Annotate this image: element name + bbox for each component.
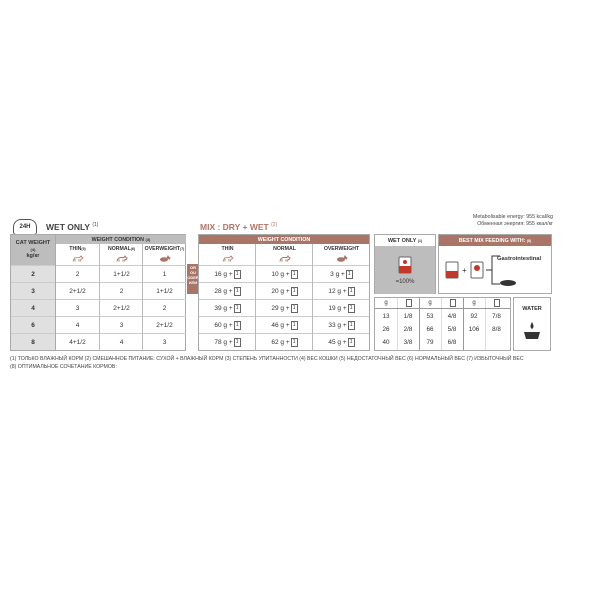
grams-text: 62 g + (271, 338, 290, 346)
grams-text: 45 g + (328, 338, 347, 346)
dry-bag-icon (470, 261, 484, 279)
pouch-icon: 1 (234, 338, 241, 347)
grams-text: 29 g + (271, 304, 290, 312)
mix-overweight-cell (313, 300, 370, 316)
pouch-icon (397, 255, 413, 275)
mix-overweight-cell (313, 334, 370, 350)
mix-thin-cell (199, 334, 256, 350)
mix-normal-cell (256, 317, 313, 333)
pouch-icon: 1 (291, 321, 298, 330)
mix-normal-cell (256, 300, 313, 316)
grams-text: 10 g + (271, 270, 290, 278)
normal-cat-icon (100, 253, 143, 265)
wet-only-table (10, 234, 186, 351)
pouch-icon (441, 298, 463, 308)
energy-en: Metabolisable energy: 955 kcal/kg (472, 214, 553, 220)
mix-thin-cat-icon (199, 253, 256, 265)
grams-text: 19 g + (328, 304, 347, 312)
pouch-icon: 1 (291, 338, 298, 347)
wet-normal-cell: 2+1/2 (113, 304, 130, 312)
mix-table (198, 234, 370, 351)
best-mix-body (439, 246, 551, 294)
mix-overweight-cat-icon (313, 253, 370, 265)
gram-cell: 5/8 (447, 326, 457, 333)
weight-condition-header: WEIGHT CONDITION (3) (56, 235, 186, 244)
wet-only-box-body (375, 246, 435, 294)
wet-normal-cell: 2 (119, 287, 124, 295)
col-overweight: OVERWEIGHT (7) (144, 245, 185, 252)
mix-thin-cell (199, 266, 256, 282)
mix-col-overweight: OVERWEIGHT (323, 245, 360, 252)
grams-text: 33 g + (328, 321, 347, 329)
grams-text: 16 g + (214, 270, 233, 278)
gram-cell: 6/8 (447, 339, 457, 346)
pouch-icon (485, 298, 508, 308)
cat-weight-header: CAT WEIGHT (4) kg/кг (11, 235, 55, 265)
gram-cell: 53 (426, 313, 434, 320)
gram-cell: 106 (468, 326, 480, 333)
grams-text: 28 g + (214, 287, 233, 295)
pouch-icon: 1 (348, 321, 355, 330)
mix-overweight-cell (313, 266, 370, 282)
pouch-icon: 1 (291, 287, 298, 296)
col-normal: NORMAL (6) (107, 245, 136, 252)
grams-text: 39 g + (214, 304, 233, 312)
wet-thin-cell: 4+1/2 (69, 338, 86, 346)
wet-overweight-cell: 1 (162, 270, 167, 278)
pouch-icon (445, 261, 459, 279)
thin-cat-icon (56, 253, 99, 265)
cat-weight-cell: 3 (11, 283, 55, 299)
water-label: WATER (522, 305, 542, 312)
or-badge: OR OU ODER ИЛИ (187, 264, 199, 294)
mix-col-thin: THIN (221, 245, 234, 252)
mix-weight-condition-header: WEIGHT CONDITION (199, 235, 369, 244)
gram-cell (463, 336, 485, 349)
mix-normal-cat-icon (256, 253, 313, 265)
water-bowl-icon (514, 316, 550, 346)
wet-thin-cell: 2 (75, 270, 80, 278)
mix-thin-cell (199, 317, 256, 333)
plus-sign: + (462, 265, 467, 275)
grams-text: 3 g + (330, 270, 345, 278)
gram-cell: 7/8 (492, 313, 501, 320)
wet-thin-cell: 3 (75, 304, 80, 312)
gram-cell: 79 (426, 339, 434, 346)
grams-text: 12 g + (328, 287, 347, 295)
cat-weight-cell: 2 (11, 266, 55, 282)
wet-normal-cell: 3 (119, 321, 124, 329)
pouch-icon: 1 (234, 304, 241, 313)
gram-cell: 66 (426, 326, 434, 333)
wet-only-box (374, 234, 436, 294)
pouch-icon: 1 (348, 338, 355, 347)
mix-normal-cell (256, 266, 313, 282)
wet-only-box-title: WET ONLY (1) (387, 237, 423, 244)
pouch-icon (397, 298, 419, 308)
wet-overweight-cell: 2 (162, 304, 167, 312)
mix-thin-cell (199, 283, 256, 299)
pouch-icon: 1 (234, 287, 241, 296)
gram-cell (485, 336, 508, 349)
mix-col-normal: NORMAL (273, 245, 296, 252)
pouch-icon: 1 (346, 270, 353, 279)
grams-text: 20 g + (271, 287, 290, 295)
wet-normal-cell: 4 (119, 338, 124, 346)
gram-cell: 40 (382, 339, 390, 346)
pouch-icon: 1 (348, 304, 355, 313)
gram-header: g (384, 300, 388, 306)
cat-weight-cell: 6 (11, 317, 55, 333)
col-thin: THIN (5) (69, 245, 86, 252)
wet-overweight-cell: 3 (162, 338, 167, 346)
cat-weight-cell: 4 (11, 300, 55, 316)
best-mix-box (438, 234, 552, 294)
wet-thin-cell: 2+1/2 (69, 287, 86, 295)
24h-clock-icon: 24H (13, 219, 37, 235)
wet-overweight-cell: 1+1/2 (156, 287, 173, 295)
gram-cell: 8/8 (492, 326, 501, 333)
mix-overweight-cell (313, 317, 370, 333)
wet-thin-cell: 4 (75, 321, 80, 329)
gram-cell: 92 (470, 313, 478, 320)
footnote-line-1: (1) ТОЛЬКО ВЛАЖНЫЙ КОРМ (2) СМЕШАННОЕ ПИТАНИЕ: СУХОЙ + ВЛАЖНЫЙ КОРМ (3) СТЕПЕНЬ УПИТАННОСТИ (4) ВЕС КОШКИ (5) НЕДОСТАТОЧНЫЙ ВЕС (6) НОРМАЛЬНЫЙ ВЕС (7) ИЗБЫТОЧНЫЙ ВЕС (10, 356, 524, 362)
gram-cell: 3/8 (403, 339, 413, 346)
mix-normal-cell (256, 334, 313, 350)
gram-header: g (428, 300, 432, 306)
gram-table (374, 297, 511, 351)
wet-only-title: WET ONLY $^{(1)}$ (46, 222, 99, 232)
energy-info (473, 214, 553, 228)
gram-header: g (472, 300, 476, 306)
grams-text: 46 g + (271, 321, 290, 329)
mix-title: MIX : DRY + WET $^{(2)}$ (200, 222, 278, 232)
footnote-line-2: (8) ОПТИМАЛЬНОЕ СОЧЕТАНИЕ КОРМОВ: (10, 364, 117, 370)
gram-cell: 4/8 (447, 313, 457, 320)
gram-cell: 13 (382, 313, 390, 320)
cat-weight-cell: 8 (11, 334, 55, 350)
wet-only-value: =100% (395, 279, 415, 285)
gram-cell: 2/8 (403, 326, 413, 333)
water-box (513, 297, 551, 351)
best-mix-title: BEST MIX FEEDING WITH: (8) (439, 235, 551, 246)
mix-normal-cell (256, 283, 313, 299)
pouch-icon: 1 (348, 287, 355, 296)
gastrointestinal-label: Gastrointestinal (497, 256, 542, 262)
wet-normal-cell: 1+1/2 (113, 270, 130, 278)
gram-cell: 26 (382, 326, 390, 333)
energy-ru: Обменная энергия: 955 ккал/кг (477, 221, 553, 227)
pouch-icon: 1 (291, 270, 298, 279)
grams-text: 60 g + (214, 321, 233, 329)
pouch-icon: 1 (234, 321, 241, 330)
pouch-icon: 1 (291, 304, 298, 313)
gram-cell: 1/8 (403, 313, 413, 320)
mix-overweight-cell (313, 283, 370, 299)
overweight-cat-icon (143, 253, 186, 265)
grams-text: 78 g + (214, 338, 233, 346)
pouch-icon: 1 (234, 270, 241, 279)
mix-thin-cell (199, 300, 256, 316)
wet-overweight-cell: 2+1/2 (156, 321, 173, 329)
